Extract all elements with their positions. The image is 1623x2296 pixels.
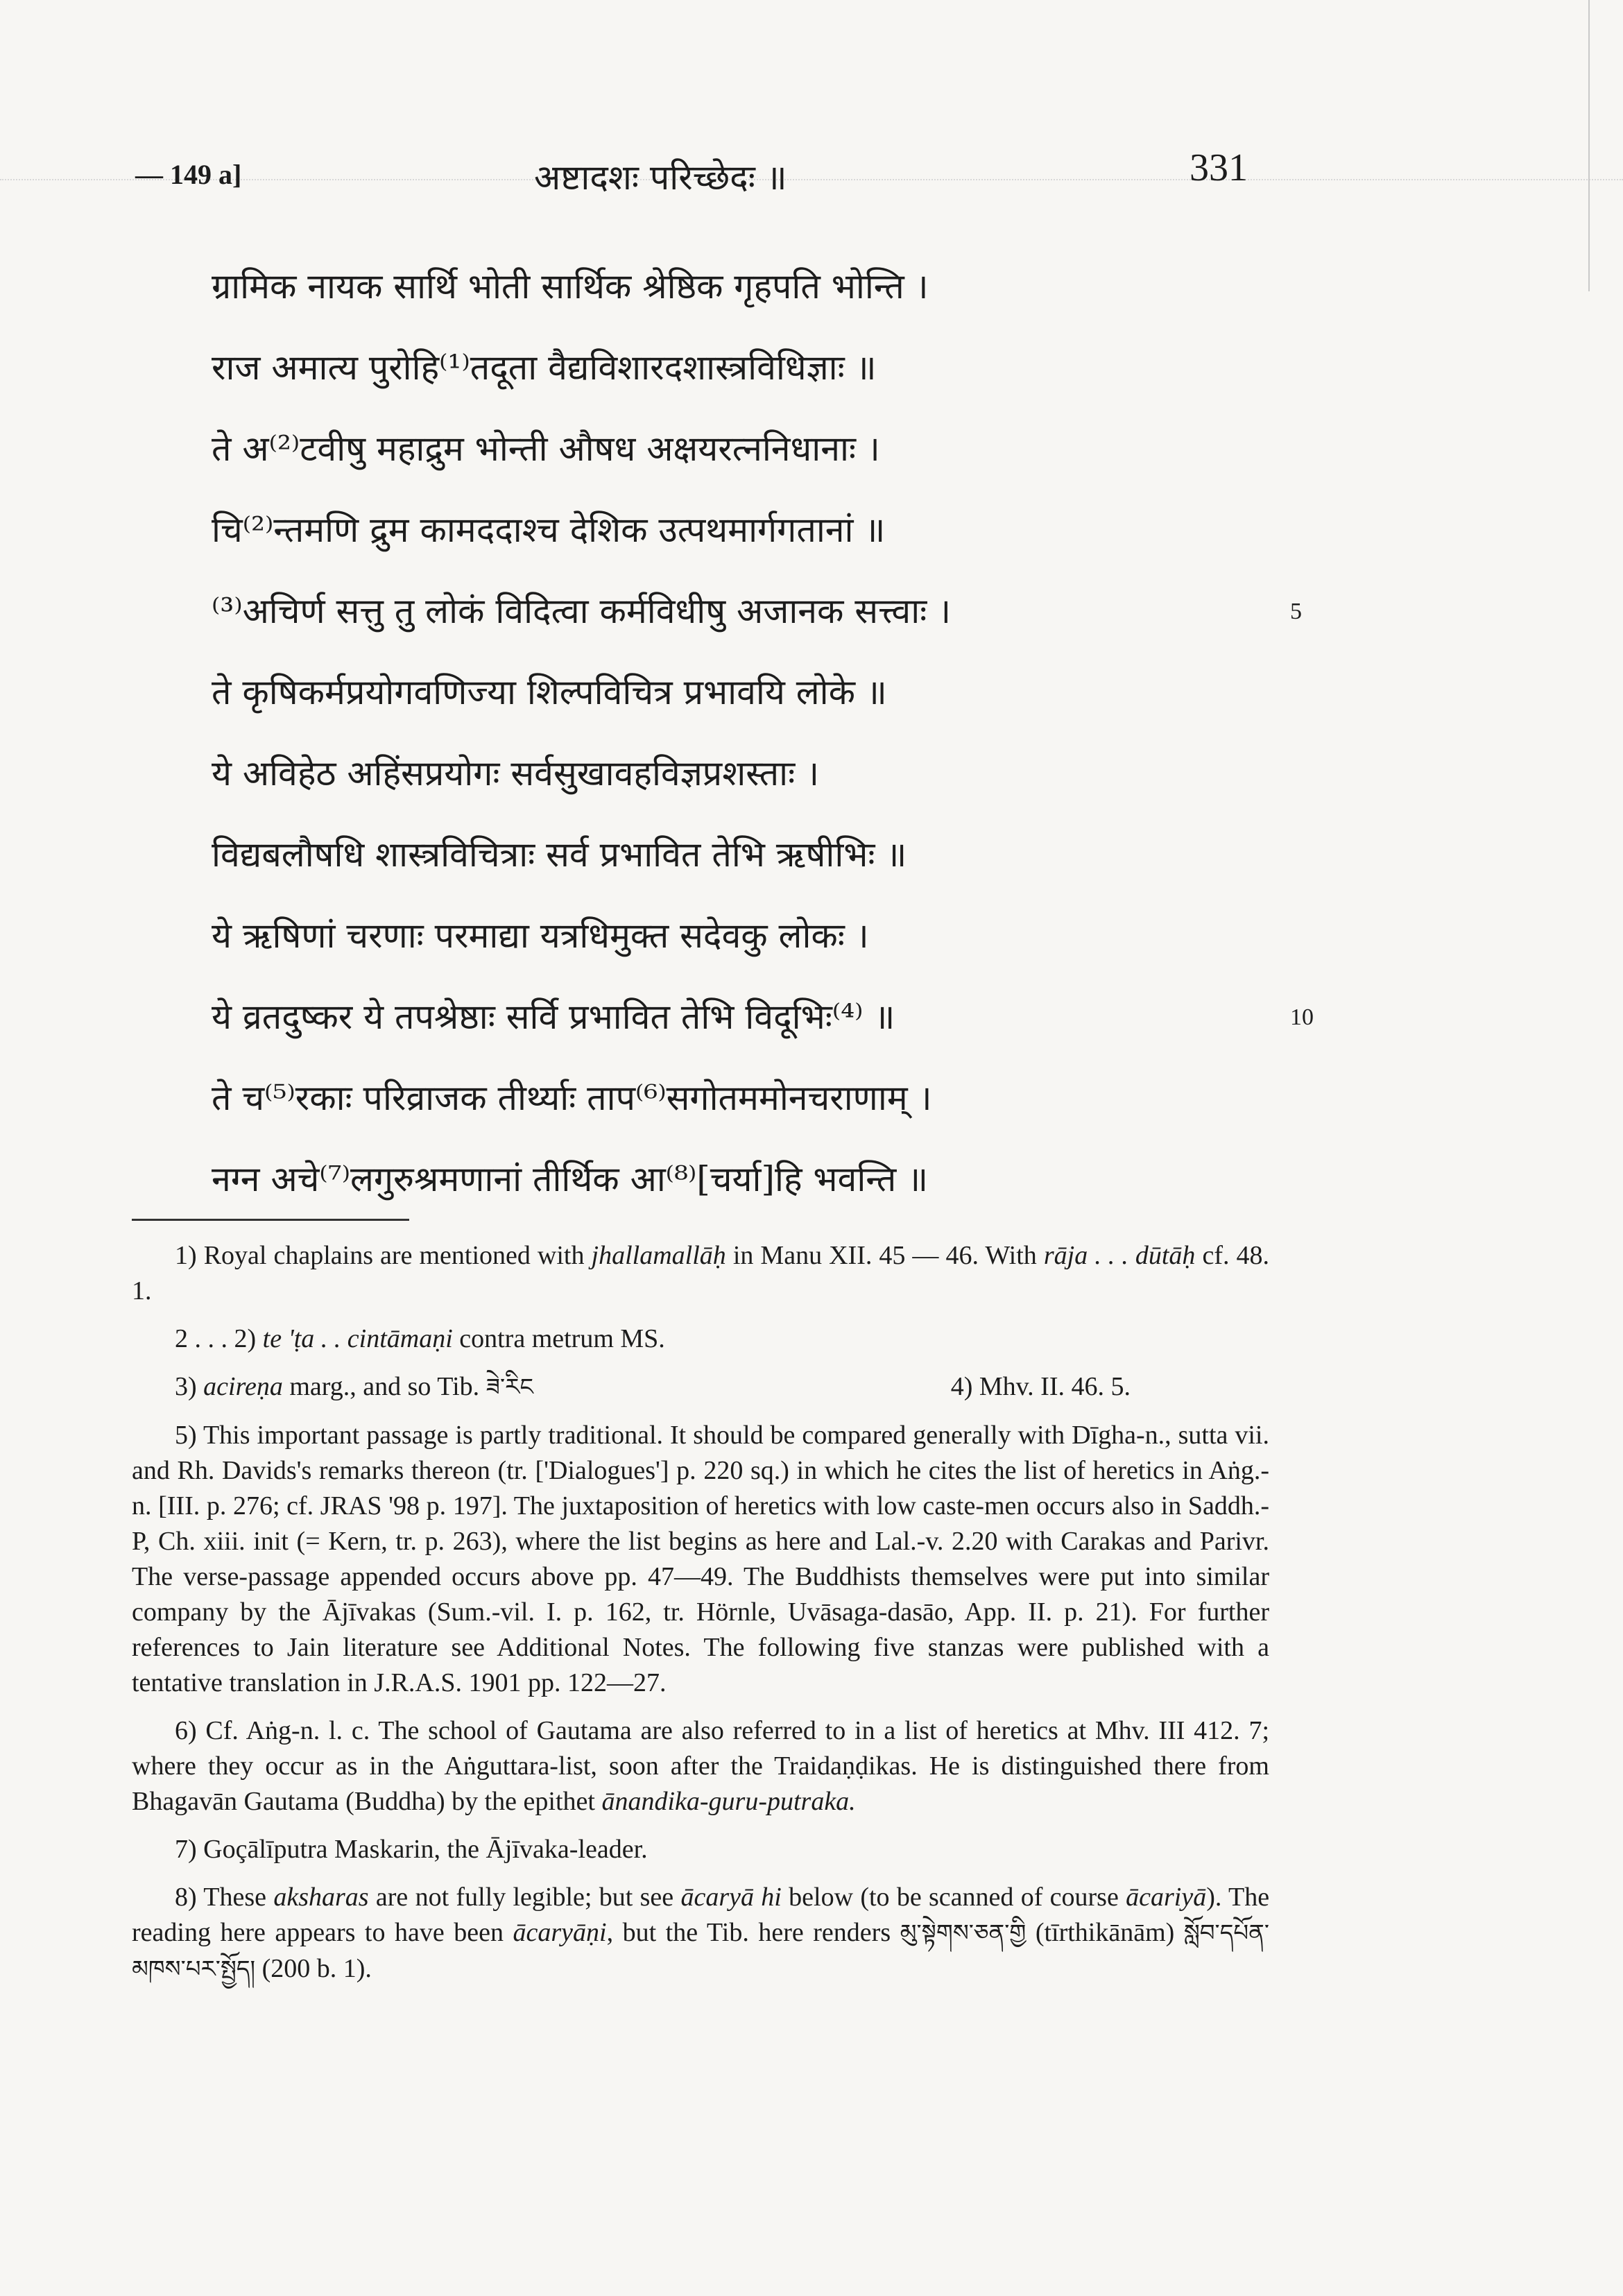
verse-line [212, 896, 1321, 977]
footnotes [132, 1238, 1269, 2000]
verse-text: ये व्रतदुष्कर ये तपश्रेष्ठाः सर्वि प्रभावित तेभि विदूभिः⁽⁴⁾ ॥ [212, 997, 895, 1037]
verse-text: ये अविहेठ अहिंसप्रयोगः सर्वसुखावहविज्ञप्रशस्ताः । [212, 753, 820, 794]
verse-text: चि⁽²⁾न्तमणि द्रुम कामददाश्च देशिक उत्पथमार्गगतानां ॥ [212, 510, 886, 550]
verse-line [212, 1139, 1321, 1220]
verse-line [212, 733, 1321, 814]
verse-text: विद्यबलौषधि शास्त्रविचित्राः सर्व प्रभावित तेभि ऋषीभिः ॥ [212, 834, 907, 875]
line-number: 5 [1290, 599, 1302, 624]
footnote-italic: ācariyā [1126, 1883, 1207, 1912]
verse-line [212, 571, 1321, 652]
verse-text: ग्रामिक नायक सार्थि भोती सार्थिक श्रेष्ठिक गृहपति भोन्ति । [212, 266, 929, 307]
footnote-7: 7) Goçālīputra Maskarin, the Ājīvaka-leader. [175, 1835, 648, 1864]
footnote-italic: ācaryāṇi [513, 1918, 607, 1947]
verse-text: ते अ⁽²⁾टवीषु महाद्रुम भोन्ती औषध अक्षयरत्ननिधानाः । [212, 429, 880, 469]
footnote-italic: te 'ṭa . . cintāmaṇi [262, 1324, 453, 1353]
chapter-title: अष्टादशः परिच्छेदः ॥ [534, 157, 787, 198]
verse-line [212, 246, 1321, 327]
verse-line [212, 409, 1321, 490]
verse-line [212, 977, 1321, 1058]
tibetan-text: ཟེ་རིང [486, 1373, 533, 1401]
footnote-text: cf. 48. 1. [132, 1241, 1270, 1305]
footnote-text: 8) These [175, 1883, 267, 1912]
verse-line [212, 490, 1321, 571]
verse-text: ⁽³⁾अचिर्ण सत्तु तु लोकं विदित्वा कर्मविधीषु अजानक सत्त्वाः । [212, 591, 952, 631]
footnote-italic: ācaryā hi [680, 1883, 782, 1912]
footnote-text: , but the Tib. here renders [606, 1918, 891, 1947]
footnote-2 [132, 1321, 1269, 1357]
footnote-text: 2 . . . 2) [175, 1324, 257, 1353]
verse-line [212, 1058, 1321, 1139]
footnote-text: 1) Royal chaplains are mentioned with [175, 1241, 585, 1270]
verse-line [212, 814, 1321, 896]
verse-text: ते च⁽⁵⁾रकाः परिव्राजक तीर्थ्याः ताप⁽⁶⁾सगोतममोनचराणाम् । [212, 1078, 932, 1118]
verse-line [212, 327, 1321, 409]
footnote-1 [132, 1238, 1269, 1309]
verse-line [212, 652, 1321, 733]
footnote-italic: jhallamallāḥ [591, 1241, 726, 1270]
folio-reference: — 149 a] [135, 159, 242, 190]
footnote-italic: acireṇa [203, 1372, 283, 1401]
footnote-italic: rāja . . . dūtāḥ [1043, 1241, 1196, 1270]
footnote-italic: ānandika-guru-putraka. [601, 1787, 856, 1816]
footnote-text: in Manu XII. 45 — 46. With [732, 1241, 1037, 1270]
tibetan-text: སློབ་དཔོན་མཁས་པར་སྤྱོད། [132, 1919, 1269, 1983]
tibetan-text: མུ་སྟེགས་ཅན་གྱི [900, 1919, 1027, 1947]
footnote-5: 5) This important passage is partly traditional. It should be compared generally with Dīgha-n., sutta vii. and Rh. Davids's remarks thereon (tr. ['Dialogues'] p. 220 sq.) in which he cites the list of heretics in Aṅg.-n. [III. p. 276; cf. JRAS '98 p. 197]. The juxtaposition of heretics with low caste-men occurs also in Saddh.-P, Ch. xiii. init (= Kern, tr. p. 263), where the list begins as here and Lal.-v. 2.20 with Carakas and Parivr. The verse-passage appended occurs above pp. 47—49. The Buddhists themselves were put into similar company by the Ājīvakas (Sum.-vil. I. p. 162, tr. Hörnle, Uvāsaga-dasāo, App. II. p. 21). For further references to Jain literature see Additional Notes. The following five stanzas were published with a tentative translation in J.R.A.S. 1901 pp. 122—27. [132, 1421, 1269, 1697]
footnote-6 [132, 1713, 1269, 1819]
verse-text: राज अमात्य पुरोहि⁽¹⁾तदूता वैद्यविशारदशास्त्रविधिज्ञाः ॥ [212, 348, 877, 388]
footnote-text: 3) [175, 1372, 197, 1401]
footnote-text: are not fully legible; but see [375, 1883, 674, 1912]
footnote-rule [132, 1219, 409, 1221]
verse-text: ये ऋषिणां चरणाः परमाद्या यत्रधिमुक्त सदेवकु लोकः । [212, 916, 869, 956]
footnote-text: ). The reading here appears to have been [132, 1883, 1270, 1947]
footnote-text: marg., and so Tib. [289, 1372, 480, 1401]
footnote-8 [132, 1880, 1269, 1987]
verse-block [212, 246, 1321, 1220]
footnote-3-4 [132, 1369, 1269, 1405]
page-number: 331 [1190, 146, 1248, 189]
running-header [0, 146, 1623, 201]
header-dotted-rule [0, 179, 1623, 180]
footnote-italic: aksharas [273, 1883, 369, 1912]
verse-text: नग्न अचे⁽⁷⁾लगुरुश्रमणानां तीर्थिक आ⁽⁸⁾[चर्या]हि भवन्ति ॥ [212, 1159, 929, 1199]
line-number: 10 [1290, 1004, 1314, 1030]
verse-text: ते कृषिकर्मप्रयोगवणिज्या शिल्पविचित्र प्रभावयि लोके ॥ [212, 672, 887, 712]
footnote-3 [132, 1369, 533, 1405]
footnote-text: (200 b. 1). [261, 1954, 372, 1983]
footnote-text: (tīrthikānām) [1035, 1918, 1175, 1947]
footnote-text: below (to be scanned of course [789, 1883, 1119, 1912]
footnote-text: 6) Cf. Aṅg-n. l. c. The school of Gautama are also referred to in a list of heretics at Mhv. III 412. 7; where they occur as in the Aṅguttara-list, soon after the Traidaṇḍikas. He is distinguished there from Bhagavān Gautama (Buddha) by the epithet [132, 1716, 1269, 1816]
footnote-4: 4) Mhv. II. 46. 5. [950, 1372, 1131, 1401]
footnote-text: contra metrum MS. [459, 1324, 665, 1353]
